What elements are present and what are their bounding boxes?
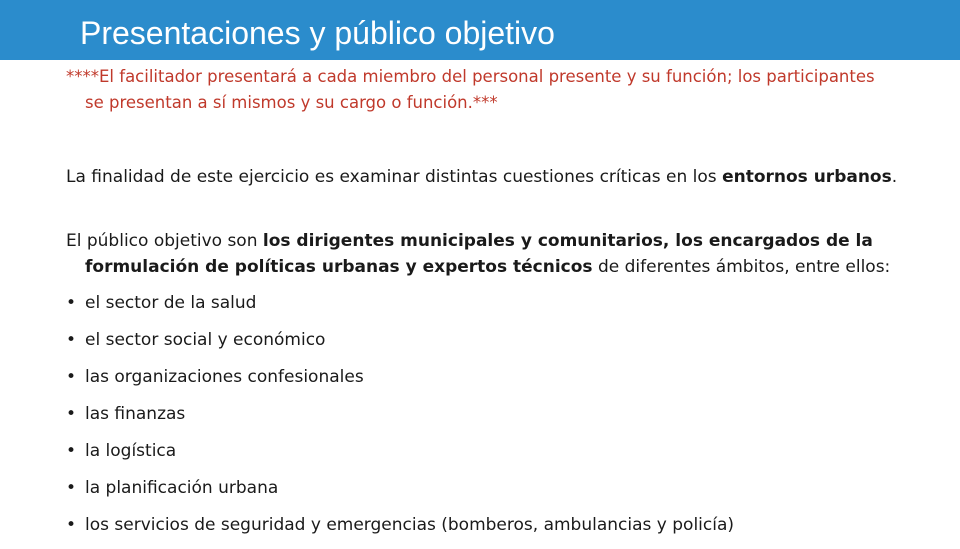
list-item-label: las organizaciones confesionales [85, 367, 364, 387]
bullet-icon: • [66, 293, 77, 313]
list-item-label: la logística [85, 441, 177, 461]
bullet-icon: • [66, 441, 77, 461]
list-item-label: las finanzas [85, 404, 186, 424]
list-item [66, 364, 734, 401]
list-item-label: el sector de la salud [85, 293, 257, 313]
list-item [66, 327, 734, 364]
list-item [66, 438, 734, 475]
title-bar [0, 0, 960, 60]
publico-paragraph [66, 228, 905, 280]
finalidad-paragraph [66, 164, 905, 190]
list-item [66, 475, 734, 512]
bullet-icon: • [66, 367, 77, 387]
bullet-list [66, 290, 734, 549]
list-item [66, 401, 734, 438]
slide-title: Presentaciones y público objetivo [80, 15, 555, 51]
finalidad-end: . [891, 167, 898, 187]
finalidad-text: La finalidad de este ejercicio es examinar distintas cuestiones críticas en los [66, 167, 723, 187]
list-item [66, 290, 734, 327]
publico-end: de diferentes ámbitos, entre ellos: [592, 257, 891, 277]
bullet-icon: • [66, 478, 77, 498]
list-item-label: los servicios de seguridad y emergencias (bomberos, ambulancias y policía) [85, 515, 735, 535]
list-item [66, 512, 734, 549]
bullet-icon: • [66, 330, 77, 350]
bullet-icon: • [66, 404, 77, 424]
publico-bold: los dirigentes municipales y comunitarios, los encargados de la formulación de políticas urbanas y expertos técnicos [85, 231, 873, 277]
bullet-icon: • [66, 515, 77, 535]
finalidad-bold: entornos urbanos [722, 167, 892, 187]
publico-text: El público objetivo son [66, 231, 263, 251]
list-item-label: la planificación urbana [85, 478, 279, 498]
list-item-label: el sector social y económico [85, 330, 326, 350]
facilitator-note: ****El facilitador presentará a cada miembro del personal presente y su función; los participantes se presentan a sí mismos y su cargo o función.*** [66, 67, 875, 112]
